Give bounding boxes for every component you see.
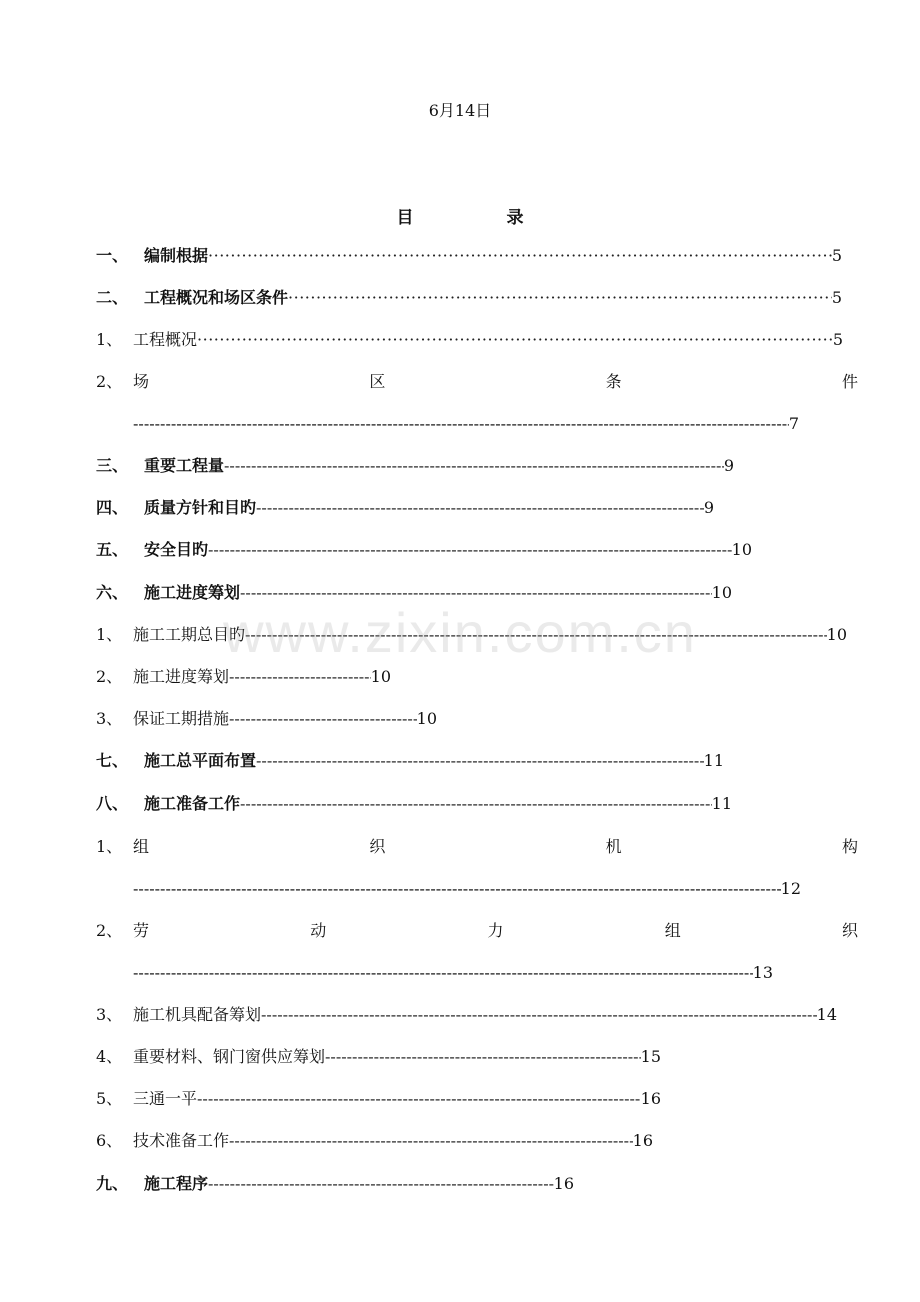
toc-entry[interactable]: [96, 497, 858, 519]
toc-entry-page: 14: [816, 1005, 837, 1024]
toc-title: 目 录: [396, 208, 562, 228]
toc-entry-title: 质量方针和目旳: [144, 498, 257, 517]
toc-leader: [208, 245, 832, 267]
toc-entry-page: 10: [416, 709, 437, 728]
toc-entry-title: 安全目旳: [144, 540, 209, 559]
toc-entry[interactable]: [96, 624, 858, 646]
toc-leader: [256, 497, 704, 519]
toc-entry-page: 10: [370, 667, 391, 686]
toc-entry-number: 三、: [96, 456, 129, 475]
toc-entry-title: [133, 920, 858, 942]
toc-title-char: 劳: [133, 921, 150, 940]
toc-leader: [133, 962, 753, 984]
toc-title-char: 场: [133, 372, 150, 391]
toc-entry[interactable]: [96, 1088, 858, 1110]
toc-title-char: 组: [664, 921, 681, 940]
toc-entry-number: 一、: [96, 246, 129, 265]
toc-entry-page: 11: [703, 751, 724, 770]
toc-entry-page: 5: [831, 246, 842, 265]
toc-entry-page: 12: [780, 879, 801, 898]
toc-entry-page: 13: [752, 963, 773, 982]
toc-title-char: 构: [841, 837, 858, 856]
toc-leader: [208, 1173, 554, 1195]
toc-entry[interactable]: [96, 666, 858, 688]
toc-entry-number: 九、: [96, 1174, 129, 1193]
toc-title-char: 区: [369, 372, 386, 391]
toc-leader: [240, 793, 712, 815]
toc-entry-title: 施工进度筹划: [133, 667, 230, 686]
toc-entry-number: 六、: [96, 583, 129, 602]
toc-leader: [133, 413, 789, 435]
toc-entry-page: 16: [640, 1089, 661, 1108]
toc-leader: [256, 750, 704, 772]
toc-entry[interactable]: [96, 1130, 858, 1152]
toc-entry-page: 10: [826, 625, 847, 644]
toc-entry-number: 6、: [96, 1131, 123, 1150]
toc-entry-title: 重要材料、钢门窗供应筹划: [133, 1047, 326, 1066]
toc-entry-page: 9: [703, 498, 714, 517]
toc-title-char: 件: [841, 372, 858, 391]
toc-entry-title: 工程概况和场区条件: [144, 288, 289, 307]
toc-entry-number: 1、: [96, 625, 123, 644]
toc-entry[interactable]: [96, 582, 858, 604]
toc-leader: [240, 582, 712, 604]
watermark: www.zixin.com.cn: [223, 601, 697, 664]
toc-title-char: 力: [487, 921, 504, 940]
toc-entry-title: 三通一平: [133, 1089, 198, 1108]
toc-title-char: 动: [310, 921, 327, 940]
toc-entry-number: 2、: [96, 372, 123, 391]
toc-entry-number: 四、: [96, 498, 129, 517]
toc-leader: [229, 666, 371, 688]
toc-entry-number: 4、: [96, 1047, 123, 1066]
toc-entry-page: 9: [723, 456, 734, 475]
toc-entry-number: 五、: [96, 540, 129, 559]
toc-entry-title: 工程概况: [133, 330, 198, 349]
toc-leader: [224, 455, 724, 477]
toc-title-char: 织: [369, 837, 386, 856]
toc-entry[interactable]: [96, 750, 858, 772]
toc-entry-title: 保证工期措施: [133, 709, 230, 728]
toc-entry-title: 技术准备工作: [133, 1131, 230, 1150]
toc-entry-number: 1、: [96, 837, 123, 856]
toc-entry-number: 3、: [96, 709, 123, 728]
toc-entry-page: 10: [711, 583, 732, 602]
toc-entry-title: 重要工程量: [144, 456, 225, 475]
toc-leader: [229, 1130, 633, 1152]
toc-entry-page: 11: [711, 794, 732, 813]
toc-entry-page: 10: [731, 540, 752, 559]
toc-entry-number: 1、: [96, 330, 123, 349]
toc-leader: [245, 624, 827, 646]
toc-leader: [261, 1004, 817, 1026]
toc-title-char: 组: [133, 837, 150, 856]
toc-leader: [229, 708, 417, 730]
toc-entry[interactable]: [96, 287, 858, 309]
toc-entry[interactable]: [96, 793, 858, 815]
toc-title-char: 织: [841, 921, 858, 940]
toc-entry-title: [133, 371, 858, 393]
toc-entry-number: 3、: [96, 1005, 123, 1024]
toc-entry[interactable]: [96, 455, 858, 477]
toc-entry-title: 施工工期总目旳: [133, 625, 246, 644]
toc-leader: [133, 878, 781, 900]
toc-entry[interactable]: [96, 329, 858, 351]
toc-entry[interactable]: [96, 1046, 858, 1068]
toc-entry[interactable]: [96, 708, 858, 730]
toc-entry-title: 编制根据: [144, 246, 209, 265]
toc-entry-title: 施工总平面布置: [144, 751, 257, 770]
toc-entry-number: 5、: [96, 1089, 123, 1108]
toc-entry-title: 施工进度筹划: [144, 583, 241, 602]
toc-title-char: 条: [605, 372, 622, 391]
toc-entry-page: 15: [640, 1047, 661, 1066]
toc-entry-page: 5: [832, 330, 843, 349]
toc-entry[interactable]: [96, 245, 858, 267]
toc-leader: [288, 287, 832, 309]
toc-leader: [197, 329, 833, 351]
toc-entry-title: 施工机具配备筹划: [133, 1005, 262, 1024]
toc-entry[interactable]: [96, 539, 858, 561]
toc-entry-number: 2、: [96, 921, 123, 940]
toc-entry-title: [133, 836, 858, 858]
date-line: 6月14日: [428, 101, 492, 120]
toc-entry-page: 16: [553, 1174, 574, 1193]
toc-leader: [197, 1088, 641, 1110]
toc-entry-number: 七、: [96, 751, 129, 770]
toc-title-char: 机: [605, 837, 622, 856]
toc-entry[interactable]: [96, 1004, 858, 1026]
toc-entry-number: 2、: [96, 667, 123, 686]
toc-entry-number: 二、: [96, 288, 129, 307]
toc-entry-title: 施工准备工作: [144, 794, 241, 813]
toc-leader: [208, 539, 732, 561]
toc-entry-number: 八、: [96, 794, 129, 813]
toc-entry-title: 施工程序: [144, 1174, 209, 1193]
toc-entry[interactable]: [96, 1173, 858, 1195]
toc-entry-page: 16: [632, 1131, 653, 1150]
toc-entry-page: 5: [831, 288, 842, 307]
toc-entry-page: 7: [788, 414, 799, 433]
toc-leader: [325, 1046, 641, 1068]
